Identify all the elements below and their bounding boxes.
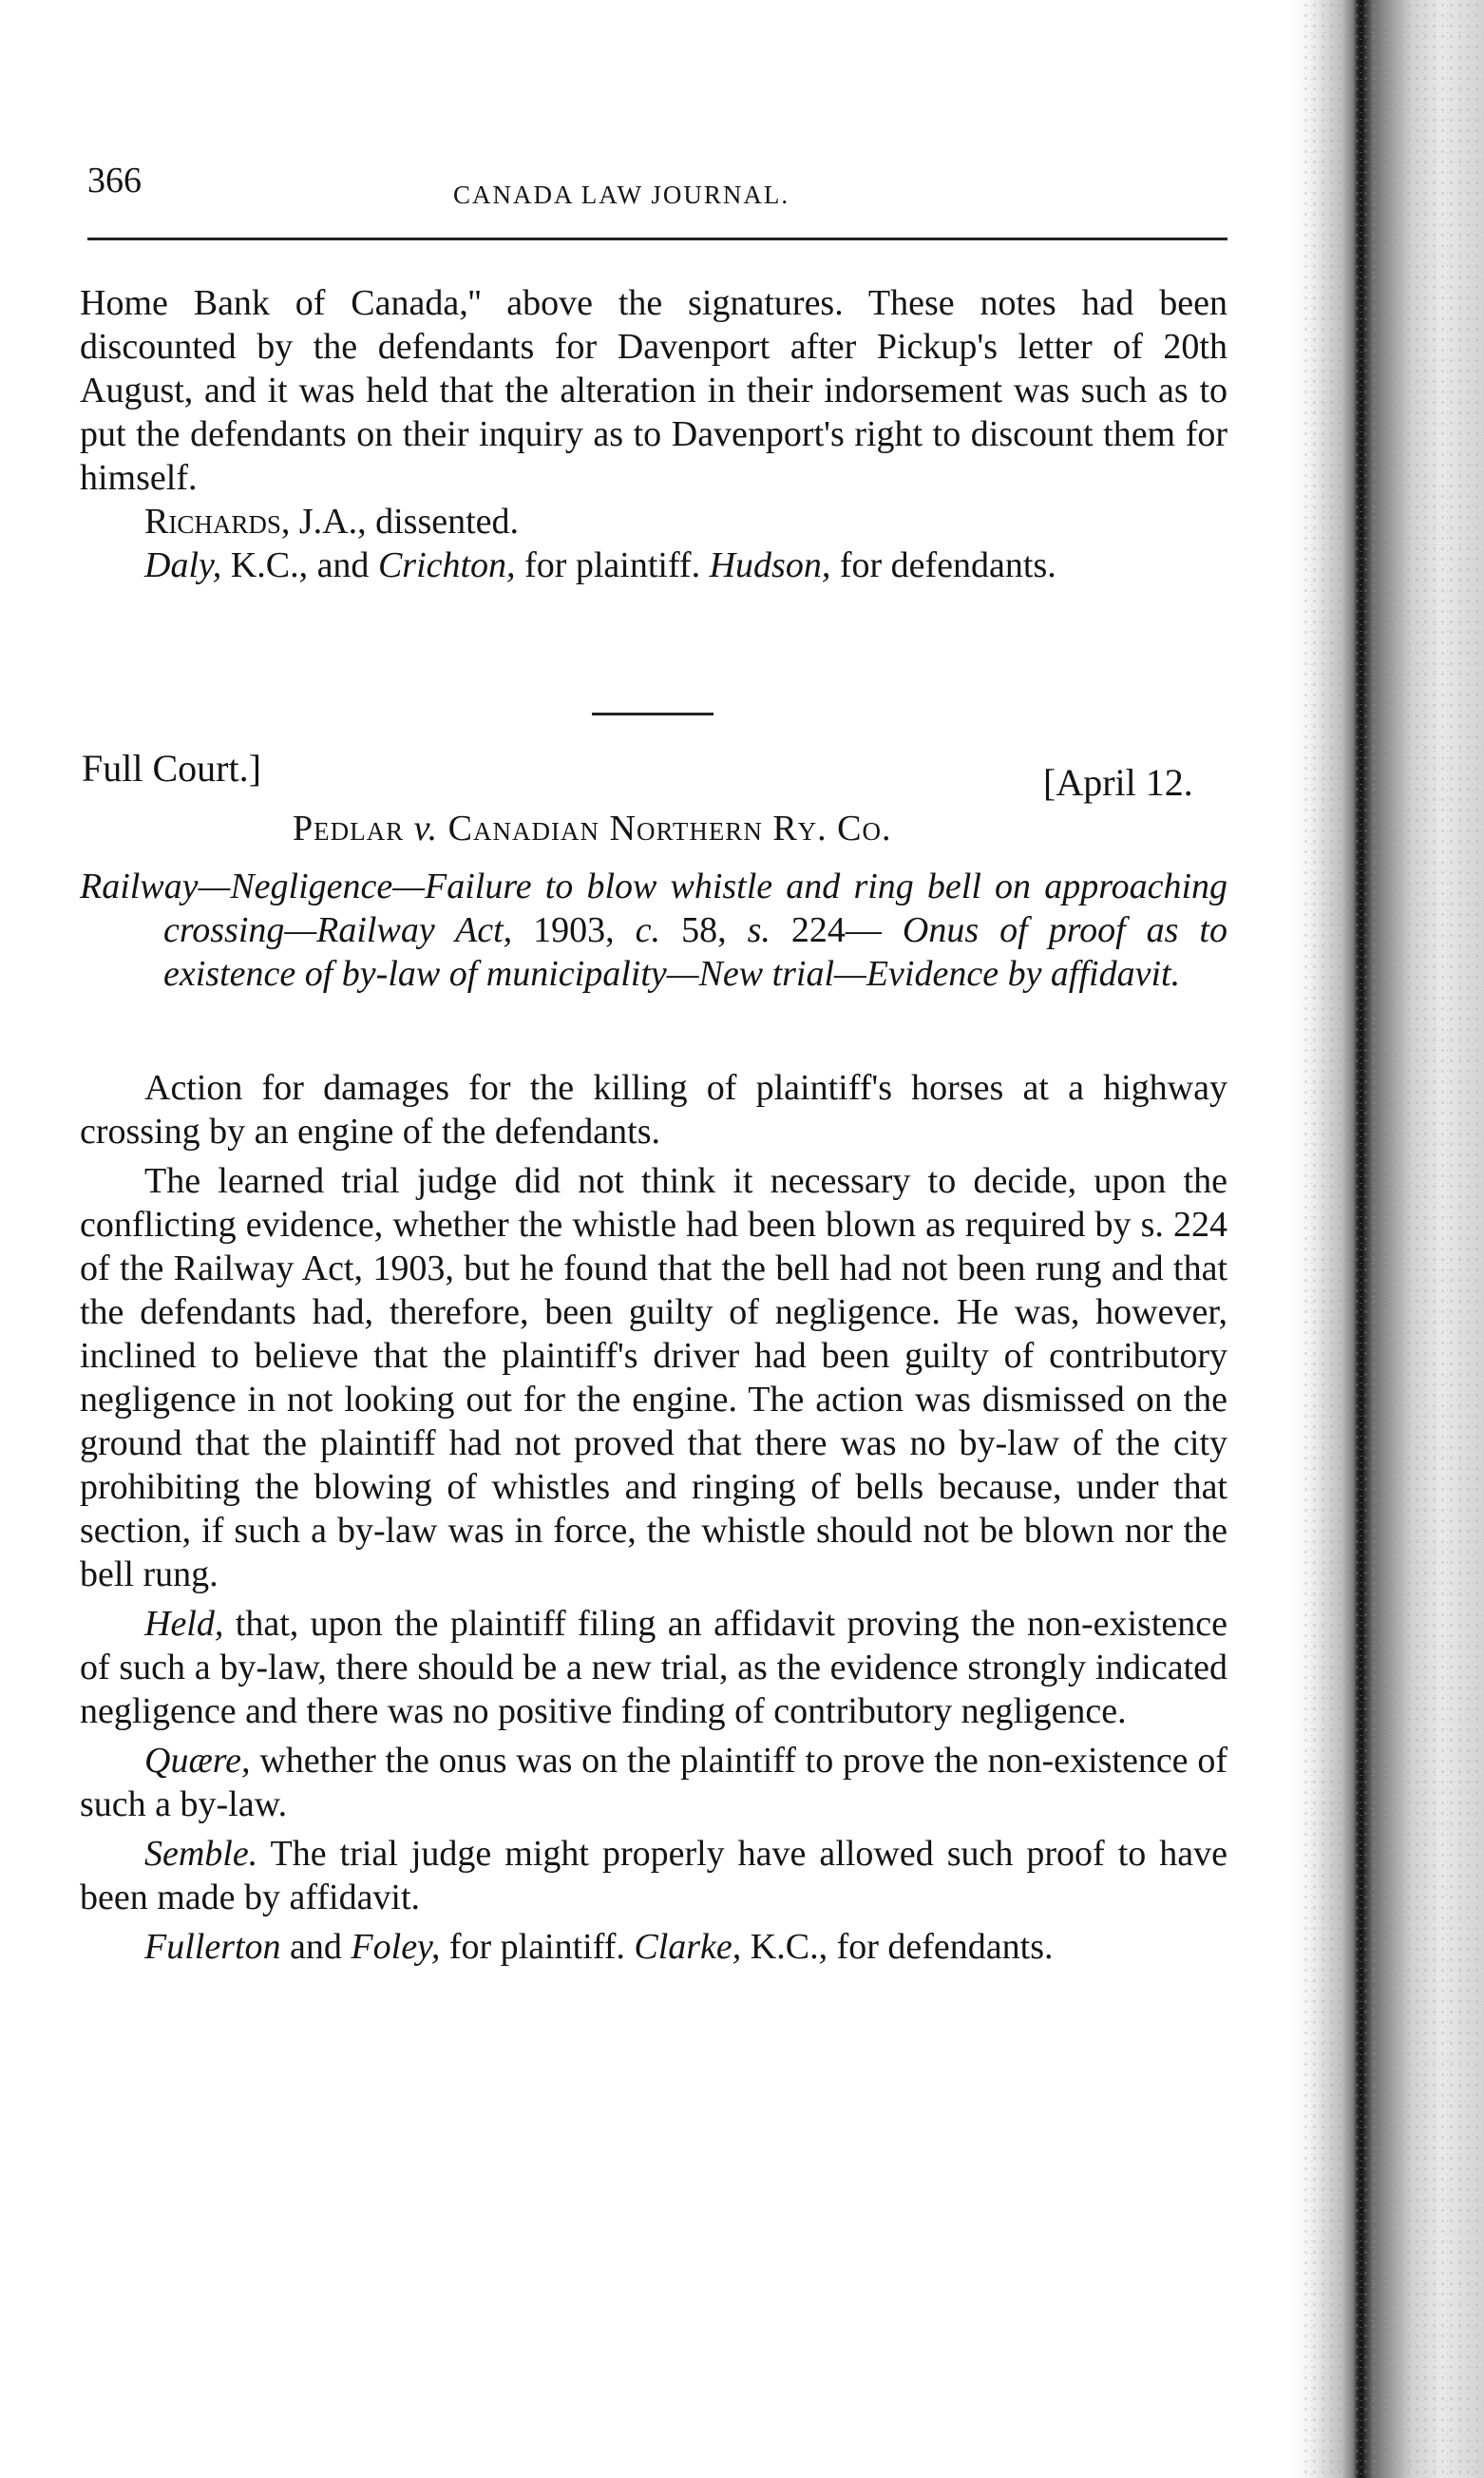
counsel-name: Fullerton	[144, 1927, 281, 1967]
counsel-name: Clarke,	[634, 1927, 742, 1967]
dissent-judge: Richards, J.A.,	[144, 502, 367, 542]
judge-paragraph: The learned trial judge did not think it necessary to decide, upon the conflicting evidence, whether the whistle had been blown as required by s. 224 of the Railway Act, 1903, but he found that the bell had not been rung and that the defendants had, therefore, been guilty of negligence. He was, however, inclined to believe that the plaintiff's driver had been guilty of contributory negligence in not looking out for the engine. The action was dismissed on the ground that the plaintiff had not proved that there was no by-law of the city prohibiting the blowing of whistles and ringing of bells because, under that section, if such a by-law was in force, the whistle should not be blown nor the bell rung.	[80, 1161, 1227, 1594]
case-date: [April 12.	[1043, 761, 1193, 804]
prior-case-paragraph: Home Bank of Canada,'' above the signatures. These notes had been discounted by the defendants for Davenport after Pickup's letter of 20th August, and it was held that the alteration in their indorsement was such as to put the defendants on their inquiry as to Davenport's right to discount them for himself.	[80, 283, 1227, 498]
case-title: Pedlar v. Canadian Northern Ry. Co.	[293, 809, 892, 848]
headnote	[80, 865, 1227, 996]
page-header	[87, 160, 1227, 207]
court-name: Full Court.]	[82, 747, 261, 790]
counsel-name: Daly,	[144, 545, 222, 585]
quaere-paragraph: Quære, whether the onus was on the plaintiff to prove the non-existence of such a by-law.	[80, 1741, 1227, 1824]
held-paragraph: Held, that, upon the plaintiff filing an affidavit proving the non-existence of such a by-law, there should be a new trial, as the evidence strongly indicated negligence and there was no positive finding of contributory negligence.	[80, 1604, 1227, 1731]
action-paragraph: Action for damages for the killing of plaintiff's horses at a highway crossing by an engine of the defendants.	[80, 1068, 1227, 1152]
quaere-label: Quære,	[144, 1741, 251, 1781]
counsel-name: Hudson,	[709, 545, 831, 585]
semble-label: Semble.	[144, 1834, 258, 1874]
held-label: Held,	[144, 1604, 224, 1644]
case-body	[80, 1066, 1227, 1969]
running-head: CANADA LAW JOURNAL.	[453, 181, 790, 209]
semble-paragraph: Semble. The trial judge might properly have allowed such proof to have been made by affidavit.	[80, 1834, 1227, 1917]
page-number: 366	[87, 161, 142, 200]
case-counsel-line: Fullerton and Foley, for plaintiff. Clarke, K.C., for defendants.	[144, 1927, 1054, 1967]
dissent-text: dissented.	[366, 502, 520, 542]
counsel-name: Crichton,	[377, 545, 516, 585]
prior-counsel-line: Daly, K.C., and Crichton, for plaintiff. Hudson, for defendants.	[144, 545, 1056, 585]
prior-case-text	[80, 281, 1227, 587]
header-rule	[87, 238, 1227, 240]
counsel-name: Foley,	[351, 1927, 441, 1967]
headnote-paragraph: Railway—Negligence—Failure to blow whistle and ring bell on approaching crossing—Railway Act, 1903, c. 58, s. 224— Onus of proof as to existence of by-law of municipality—New trial—Evidence by affidavit.	[80, 867, 1227, 994]
dissent-line	[80, 500, 1227, 543]
page-gutter-speckle	[1302, 0, 1484, 2478]
section-divider	[592, 713, 713, 715]
